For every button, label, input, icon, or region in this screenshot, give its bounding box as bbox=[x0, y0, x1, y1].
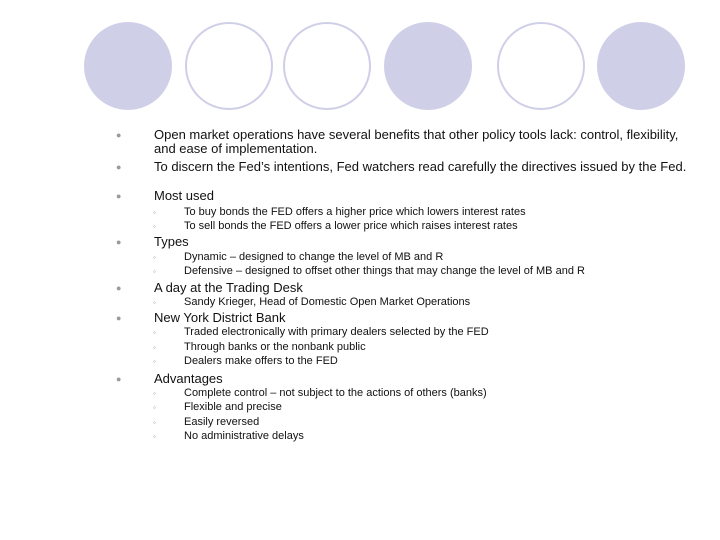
bullet-text: A day at the Trading Desk bbox=[154, 280, 303, 295]
sub-bullet-icon: ◦ bbox=[153, 298, 156, 307]
sub-bullet-text: Flexible and precise bbox=[184, 401, 282, 413]
sub-bullet-icon: ◦ bbox=[153, 357, 156, 366]
sub-bullet-icon: ◦ bbox=[153, 208, 156, 217]
sub-bullet-text: Complete control – not subject to the actions of others (banks) bbox=[184, 387, 487, 399]
bullet-icon: ● bbox=[116, 130, 122, 140]
sub-bullet-text: Dynamic – designed to change the level of MB and R bbox=[184, 251, 444, 263]
sub-bullet-text: No administrative delays bbox=[184, 430, 304, 442]
bullet-text: To discern the Fed’s intentions, Fed watchers read carefully the directives issued by the Fed. bbox=[154, 159, 687, 174]
bullet-text: Types bbox=[154, 234, 189, 249]
sub-bullet-icon: ◦ bbox=[153, 343, 156, 352]
bullet-icon: ● bbox=[116, 283, 122, 293]
sub-bullet-text: Through banks or the nonbank public bbox=[184, 341, 366, 353]
sub-bullet-icon: ◦ bbox=[153, 403, 156, 412]
bullet-icon: ● bbox=[116, 191, 122, 201]
sub-bullet-text: Traded electronically with primary dealers selected by the FED bbox=[184, 326, 489, 338]
sub-bullet-icon: ◦ bbox=[153, 222, 156, 231]
bullet-text: New York District Bank bbox=[154, 310, 286, 325]
bullet-text: Most used bbox=[154, 188, 214, 203]
sub-bullet-text: To buy bonds the FED offers a higher price which lowers interest rates bbox=[184, 206, 526, 218]
sub-bullet-text: Dealers make offers to the FED bbox=[184, 355, 338, 367]
sub-bullet-text: Sandy Krieger, Head of Domestic Open Market Operations bbox=[184, 296, 471, 308]
bullet-text: Open market operations have several benefits that other policy tools lack: control, flexibility, and ease of implementation. bbox=[154, 127, 679, 156]
sub-bullet-icon: ◦ bbox=[153, 418, 156, 427]
bullet-icon: ● bbox=[116, 162, 122, 172]
sub-bullet-icon: ◦ bbox=[153, 389, 156, 398]
sub-bullet-icon: ◦ bbox=[153, 253, 156, 262]
bullet-icon: ● bbox=[116, 237, 122, 247]
bullet-icon: ● bbox=[116, 374, 122, 384]
bullet-text: Advantages bbox=[154, 371, 223, 386]
sub-bullet-text: To sell bonds the FED offers a lower price which raises interest rates bbox=[184, 220, 518, 232]
sub-bullet-icon: ◦ bbox=[153, 432, 156, 441]
sub-bullet-icon: ◦ bbox=[153, 328, 156, 337]
sub-bullet-icon: ◦ bbox=[153, 267, 156, 276]
sub-bullet-text: Easily reversed bbox=[184, 416, 260, 428]
sub-bullet-text: Defensive – designed to offset other things that may change the level of MB and R bbox=[184, 265, 585, 277]
bullet-icon: ● bbox=[116, 313, 122, 323]
